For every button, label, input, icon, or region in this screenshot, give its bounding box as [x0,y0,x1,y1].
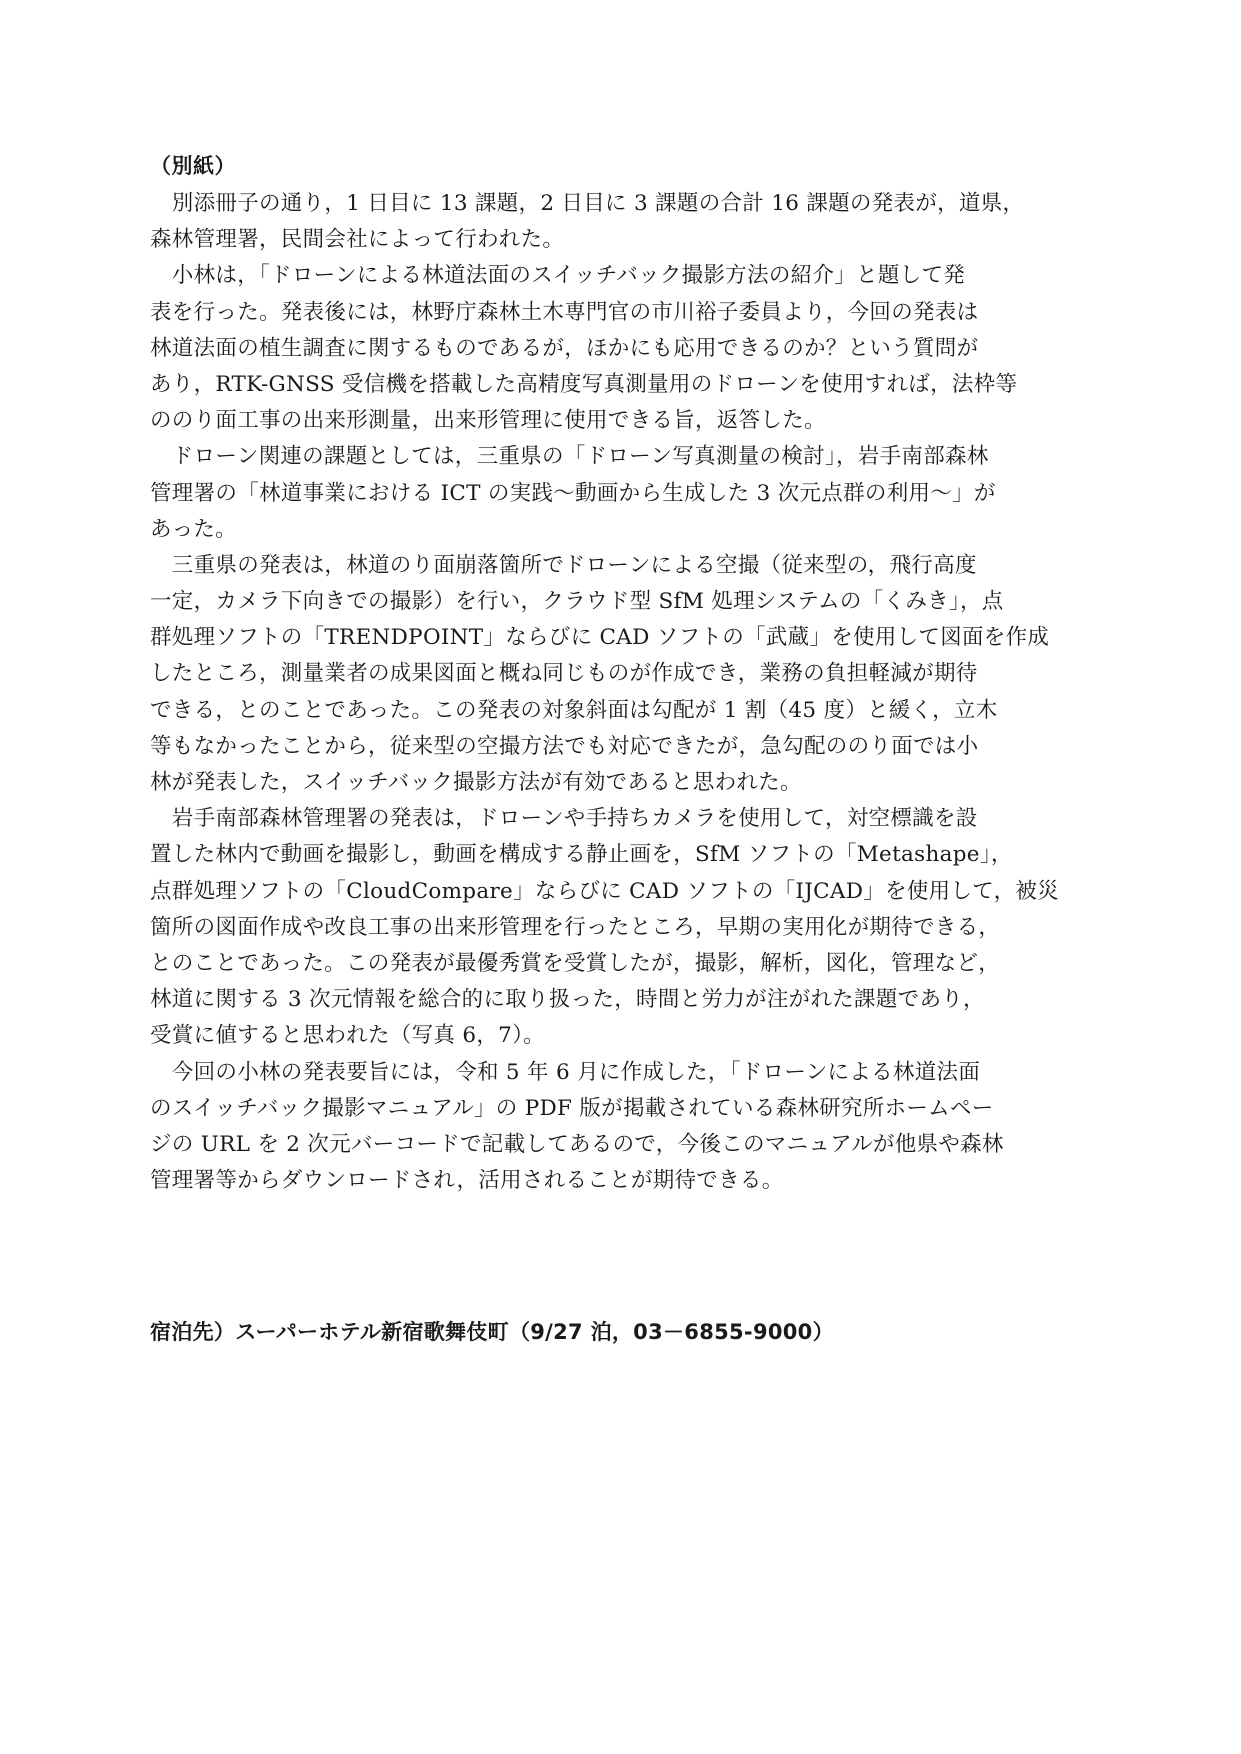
text-line: ジの URL を 2 次元バーコードで記載してあるので，今後このマニュアルが他県や森林 [150,1131,1004,1157]
text-line: 三重県の発表は，林道のり面崩落箇所でドローンによる空撮（従来型の，飛行高度 [150,552,977,578]
text-line: したところ，測量業者の成果図面と概ね同じものが作成でき，業務の負担軽減が期待 [150,661,978,687]
text-line: 等もなかったことから，従来型の空撮方法でも対応できたが，急勾配ののり面では小 [150,733,979,759]
document-body [150,148,1100,1199]
text-line: のスイッチバック撮影マニュアル」の PDF 版が掲載されている森林研究所ホームペー [150,1095,994,1121]
text-line: 管理署の「林道事業における ICT の実践～動画から生成した 3 次元点群の利用～」が [150,480,996,506]
text-line: 岩手南部森林管理署の発表は，ドローンや手持ちカメラを使用して，対空標識を設 [150,806,978,832]
text-line: 受賞に値すると思われた（写真 6，7）。 [150,1023,545,1049]
text-line: 箇所の図面作成や改良工事の出来形管理を行ったところ，早期の実用化が期待できる， [150,914,1001,940]
text-line: 別添冊子の通り，1 日目に 13 課題，2 日目に 3 課題の合計 16 課題の発表が，道県， [150,191,1025,216]
lodging-info: 宿泊先）スーパーホテル新宿歌舞伎町（9/27 泊，03－6855-9000） [150,1320,834,1344]
text-line: 群処理ソフトの「TRENDPOINT」ならびに CAD ソフトの「武蔵」を使用して図面を作成 [150,625,1050,651]
text-line: 林道に関する 3 次元情報を総合的に取り扱った，時間と労力が注がれた課題であり， [150,987,985,1013]
text-line: 小林は，「ドローンによる林道法面のスイッチバック撮影方法の紹介」と題して発 [150,263,966,289]
text-line: ドローン関連の課題としては，三重県の「ドローン写真測量の検討」，岩手南部森林 [150,444,989,470]
text-line: 林が発表した，スイッチバック撮影方法が有効であると思われた。 [150,770,802,795]
text-line: 今回の小林の発表要旨には，令和 5 年 6 月に作成した，「ドローンによる林道法面 [150,1059,981,1085]
text-line: 一定，カメラ下向きでの撮影）を行い，クラウド型 SfM 処理システムの「くみき」，点 [150,589,1004,615]
text-line: あった。 [150,516,237,542]
text-line: ののり面工事の出来形測量，出来形管理に使用できる旨，返答した。 [150,408,826,434]
report-text [150,186,1100,1199]
text-line: 林道法面の植生調査に関するものであるが，ほかにも応用できるのか？という質問が [150,335,979,361]
text-line: 点群処理ソフトの「CloudCompare」ならびに CAD ソフトの「IJCAD」を使用して，被災 [150,878,1060,904]
text-line: あり，RTK-GNSS 受信機を搭載した高精度写真測量用のドローンを使用すれば，法枠等 [150,371,1018,397]
text-line: 表を行った。発表後には，林野庁森林土木専門官の市川裕子委員より，今回の発表は [150,299,979,325]
text-line: 置した林内で動画を撮影し，動画を構成する静止画を，SfM ソフトの「Metashape」， [150,842,1013,868]
attachment-heading: （別紙） [150,154,236,178]
text-line: 森林管理署，民間会社によって行われた。 [150,227,565,253]
text-line: とのことであった。この発表が最優秀賞を受賞したが，撮影，解析，図化，管理など， [150,950,1000,976]
text-line: できる，とのことであった。この発表の対象斜面は勾配が 1 割（45 度）と緩く，立木 [150,697,998,723]
text-line: 管理署等からダウンロードされ，活用されることが期待できる。 [150,1168,784,1194]
